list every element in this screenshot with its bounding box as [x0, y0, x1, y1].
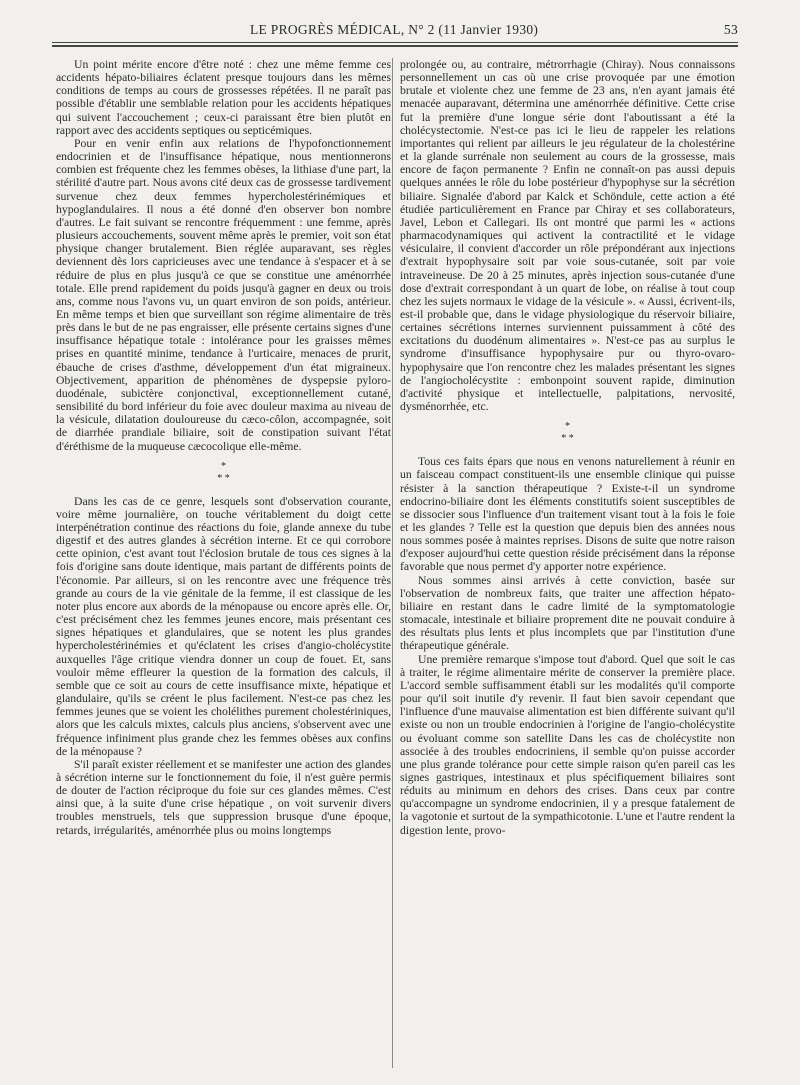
paragraph: Dans les cas de ce genre, lesquels sont d'observation courante, voire même journalière, on touche véritablement du doigt cette interpénétration continue des réactions du foie, glande annexe du tube digestif et des autres glandes à sécrétion interne. Et ce qui corrobore cette opinion, c'est avant tout l'éclosion brutale de tous ces signes à la fois d'origine sans doute identique, mais partant de différents points de l'économie. Par ailleurs, si on les rencontre avec une fréquence très grande au cours de la vie génitale de la femme, il est classique de les noter plus encore aux abords de la ménopause ou encore après elle. Or, c'est précisément chez les femmes jeunes encore, mais présentant ces signes hépatiques et glandulaires, que se notent les plus grandes hypercholestérinémies et qu'éclatent les crises d'angio-cholécystite auxquelles l'âge critique viendra donner un coup de fouet. Et, sans vouloir même effleurer la question de la formation des calculs, il semble que ce soit au cours de cette insuffisance mixte, hépatique et glandulaire, qu'ils se créent le plus facilement. N'est-ce pas chez les femmes jeunes que se voient les cholélithes purement cholestériniques, alors que les calculs mixtes, calculs plus anciens, s'observent avec une fréquence infiniment plus grande chez les femmes obèses aux confins de la ménopause ? [56, 494, 391, 758]
paragraph: Nous sommes ainsi arrivés à cette conviction, basée sur l'observation de nombreux faits, que traiter une affection hépato-biliaire en restant dans le cadre limité de la symptomatologie stomacale, intestinale et biliaire proprement dite ne pouvait conduire à des résultats plus lents et plus incomplets que par l'institution d'une thérapeutique générale. [400, 573, 735, 653]
running-header [50, 20, 740, 42]
left-column [56, 58, 391, 837]
section-separator-asterisks: * * * [561, 421, 574, 445]
paragraph: Une première remarque s'impose tout d'abord. Quel que soit le cas à traiter, le régime alimentaire mérite de conserver la première place. L'accord semble suffisamment établi sur les modalités qu'il comporte pour qu'il soit inutile d'y revenir. Il faut bien savoir cependant que l'influence d'une mauvaise alimentation est bien différente suivant qu'il existe ou non un trouble endocrinien à l'origine de l'angio-cholécystite ou évoluant comme son satellite Dans les cas de cholécystite non associée à des troubles endocriniens, il semble qu'on puisse accorder une plus grande tolérance pour cette simple raison qu'en pareil cas les signes gastriques, intestinaux et plus spécifiquement biliaires sont réduits au minimum en dehors des crises. Dans ceux par contre qu'accompagne un syndrome endocrinien, il y a presque fatalement de la vagotonie et surtout de la sympathicotonie. L'une et l'autre rendent la digestion lente, provo- [400, 652, 735, 837]
header-rule-thin [52, 42, 738, 43]
paragraph: Un point mérite encore d'être noté : chez une même femme ces accidents hépato-biliaires éclatent presque toujours dans les mêmes conditions de temps au cours de grossesses répétées. Il ne paraît pas possible d'établir une semblable relation pour les accidents hépatiques qui suivent l'accouchement ; ceux-ci paraissant être bien plutôt en rapport avec des accidents septiques ou septicémiques. [56, 58, 391, 137]
page-number: 53 [723, 22, 738, 37]
paragraph: S'il paraît exister réellement et se manifester une action des glandes à sécrétion interne sur le fonctionnement du foie, il n'est guère permis de douter de l'action réciproque du foie sur ces glandes mêmes. C'est ainsi que, à la suite d'une crise hépatique , on voit survenir divers troubles menstruels, tels que suppression brusque d'une époque, retards, irrégularités, aménorrhée plus ou moins longtemps [56, 757, 391, 837]
right-column [400, 58, 735, 837]
journal-title: LE PROGRÈS MÉDICAL, N° 2 (11 Janvier 1930) [250, 22, 539, 37]
paragraph: prolongée ou, au contraire, métrorrhagie (Chiray). Nous connaissons personnellement un cas où une crise provoquée par une émotion brutale et violente chez une femme de 23 ans, n'en ayant jamais été menacée auparavant, détermina une aménorrhée définitive. Cette crise fut la première d'une longue série dont l'aboutissant a été la cholécystectomie. N'est-ce pas ici le lieu de rappeler les relations importantes qui relient par ailleurs le jeu régulateur de la cholestérine et la glande surrénale non seulement au cours de la grossesse, mais encore de façon permanente ? Enfin ne connaît-on pas aussi depuis quelques années le rôle du lobe postérieur d'hypophyse sur la sécrétion biliaire. Signalée d'abord par Kalck et Schöndule, cette action a été étudiée particulièrement en France par Chiray et ses collaborateurs, Javel, Lebon et Callegari. Ils ont montré que parmi les « actions pharmacodynamiques qui activent la contractilité et le vidage vésiculaire, il convient d'accorder un rôle prépondérant aux injections d'extrait hypophysaire soit par voie sous-cutanée, soit par voie intraveineuse. De 20 à 25 minutes, après injection sous-cutanée d'une dose d'extrait correspondant à un quart de lobe, on réalise à tout coup chez les sujets normaux le vidage de la vésicule ». « Aussi, écrivent-ils, est-il probable que, dans le vidage physiologique du réservoir biliaire, certaines sécrétions internes surviennent puissamment à côté des excitations du duodénum alimentaires ». N'est-ce pas au surplus le syndrome d'insuffisance hypophysaire pur ou thyro-ovaro-hypophysaire que l'on rencontre chez les malades présentant les signes de l'angiocholécystite : embonpoint souvent rapide, diminution d'activité physique et intellectuelle, palpitations, nervosité, dysménorrhée, etc. [400, 58, 735, 414]
header-rule-thick [52, 45, 738, 47]
section-separator-asterisks: * * * [217, 460, 230, 484]
paragraph: Tous ces faits épars que nous en venons naturellement à réunir en un faisceau compact constituent-ils une ensemble clinique qui puisse résister à la sanction thérapeutique ? Existe-t-il un syndrome endocrino-biliaire dont les éléments constitutifs soient susceptibles de se dissocier sous l'influence d'un traitement visant tout à la fois le foie et les glandes ? Telle est la question que depuis bien des années nous nous sommes posée à maintes reprises. Disons de suite que notre raison d'exposer aujourd'hui cette question réside précisément dans la réponse favorable que nous permet d'y apporter notre expérience. [400, 455, 735, 574]
column-divider [392, 58, 393, 1068]
paragraph: Pour en venir enfin aux relations de l'hypofonctionnement endocrinien et de l'insuffisance hépatique, nous mentionnerons combien est fréquente chez les femmes obèses, la lithiase d'une part, la stérilité d'autre part. Nous avons cité deux cas de grossesse tardivement survenue chez deux femmes hypercholestérinémiques et hypoglandulaires. Il nous a été donné d'en observer bon nombre d'autres. Le fait suivant se rencontre fréquemment : une femme, après plusieurs accouchements, souvent même après le premier, voit son état physique changer brutalement. Bien réglée auparavant, ses règles deviennent dès lors capricieuses avec une tendance à s'espacer et à se réduire de plus en plus jusqu'à ce que se constitue une aménorrhée totale. Elle prend rapidement du poids jusqu'à gagner en deux ou trois ans, comme nous l'avons vu, un quart environ de son poids, antérieur. En même temps et bien que surveillant son régime alimentaire de très près dans le but de ne pas engraisser, elle présente certains signes d'une insuffisance hépatique totale : intolérance pour les graisses mêmes prises en quantité minime, tendance à l'urticaire, menaces de prurit, ébauche de crises d'asthme, développement d'un état migraineux. Objectivement, apparition de phénomènes de dyspepsie pyloro-duodénale, subictère conjonctival, exceptionnellement cutané, sensibilité du bord inférieur du foie avec douleur maxima au niveau de la vésicule, dilatation douloureuse du cæco-côlon, accompagnée, soit de diarrhée prandiale biliaire, soit de constipation suivant l'état d'éréthisme de la muqueuse cæcocolique elle-même. [56, 136, 391, 453]
